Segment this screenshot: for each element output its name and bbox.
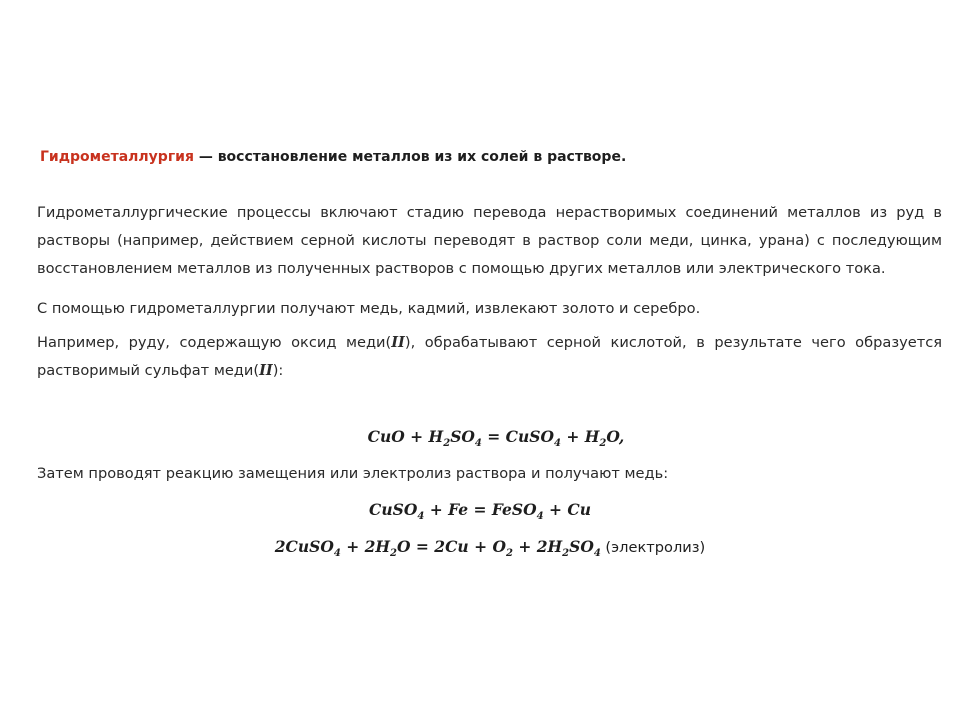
eq3-subscript: 4: [333, 548, 341, 560]
eq1-subscript: 4: [553, 438, 561, 450]
paragraph-replacement: Затем проводят реакцию замещения или электролиз раствора и получают медь:: [37, 465, 669, 482]
oxidation-state-2: II: [259, 362, 273, 379]
equation-electrolysis: [10, 537, 960, 559]
eq3-part: + 2H: [340, 537, 391, 556]
definition-heading: [40, 149, 626, 165]
eq1-subscript: 2: [443, 438, 451, 450]
eq3-part: + 2H: [512, 537, 563, 556]
eq1-part: SO: [450, 427, 475, 446]
example-text-start: Например, руду, содержащую оксид меди(: [37, 334, 392, 351]
equation-copper-oxide-sulfuric-acid: [16, 427, 960, 449]
example-text-end: ):: [272, 362, 284, 379]
paragraph-products: С помощью гидрометаллургии получают медь, кадмий, извлекают золото и серебро.: [37, 300, 701, 317]
eq1-part: O,: [606, 427, 625, 446]
definition-text: — восстановление металлов из их солей в растворе.: [193, 149, 627, 165]
equation-replacement-reaction: [0, 500, 960, 522]
eq1-part: CuO + H: [367, 427, 444, 446]
eq3-subscript: 2: [390, 548, 397, 560]
eq3-subscript: 4: [593, 548, 601, 560]
eq1-part: = CuSO: [481, 427, 554, 446]
eq3-part: 2CuSO: [274, 537, 334, 556]
eq3-subscript: 2: [562, 548, 570, 560]
eq1-subscript: 2: [599, 438, 607, 450]
eq1-subscript: 4: [474, 438, 482, 450]
eq3-subscript: 2: [505, 548, 513, 560]
eq2-part: + Cu: [543, 500, 591, 519]
definition-term: Гидрометаллургия: [40, 149, 194, 165]
eq2-part: CuSO: [369, 500, 418, 519]
paragraph-process-description: Гидрометаллургические процессы включают стадию перевода нерастворимых соединений металлов из руд в растворы (например, действием серной кислоты переводят в раствор соли меди, цинка, урана) с последующим восстановлением металлов из полученных растворов с помощью других металлов или электрического тока.: [37, 204, 942, 277]
eq2-subscript: 4: [417, 511, 425, 523]
eq3-part: O = 2Cu + O: [397, 537, 506, 556]
eq2-subscript: 4: [536, 511, 544, 523]
eq1-part: + H: [560, 427, 600, 446]
eq2-part: + Fe = FeSO: [424, 500, 537, 519]
electrolysis-note: (электролиз): [600, 539, 706, 556]
example-text-middle: ), обрабатывают серной кислотой, в результате чего образуется растворимый сульфат меди(: [37, 334, 942, 379]
oxidation-state-1: II: [391, 334, 405, 351]
paragraph-example: [37, 329, 942, 385]
eq3-part: SO: [569, 537, 594, 556]
